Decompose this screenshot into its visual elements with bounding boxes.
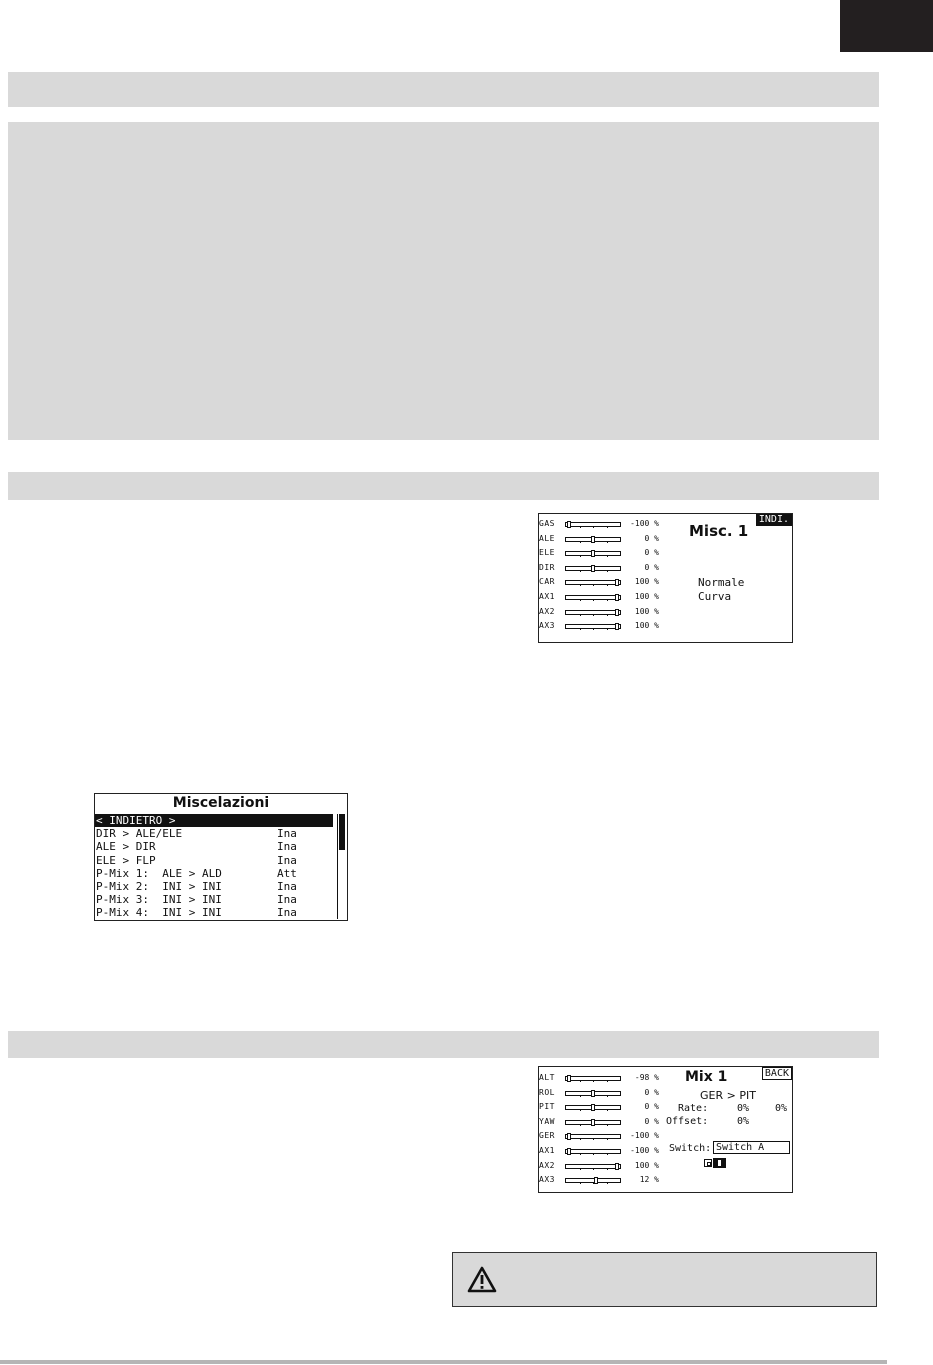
- mix-screen: [538, 1066, 793, 1193]
- rate-value-1[interactable]: 0%: [737, 1103, 750, 1114]
- bar-tick: [593, 1153, 594, 1155]
- channel-value: -98 %: [634, 1073, 659, 1082]
- bar-tick: [580, 570, 581, 572]
- warning-box: [452, 1252, 877, 1307]
- channel-value: 12 %: [639, 1175, 659, 1185]
- mix-state: Ina: [277, 906, 297, 920]
- channel-value: 0 %: [644, 533, 659, 543]
- channel-label: PIT: [539, 1102, 555, 1112]
- monitor-row: [539, 1116, 664, 1128]
- channel-value: 0 %: [644, 548, 659, 558]
- mix-name: DIR > ALE/ELE: [96, 827, 183, 841]
- monitor-row: [539, 1130, 664, 1142]
- scrollbar-thumb[interactable]: [339, 814, 345, 850]
- channel-value: 100 %: [634, 621, 659, 631]
- bar-tick: [607, 584, 608, 586]
- bar-tick: [593, 1168, 594, 1170]
- bar-tick: [607, 1168, 608, 1170]
- mixing-list-item[interactable]: [95, 893, 333, 906]
- position-indicator: [591, 1090, 595, 1097]
- monitor-row: [539, 576, 664, 588]
- channel-bar: [565, 1178, 621, 1183]
- bar-tick: [593, 614, 594, 616]
- channel-value: -100 %: [630, 519, 659, 528]
- bar-tick: [593, 628, 594, 630]
- mix-name: ALE > DIR: [96, 840, 156, 854]
- position-indicator: [615, 623, 619, 630]
- screen-title: Mix 1: [685, 1069, 728, 1085]
- channel-bar: [565, 624, 621, 629]
- switch-select[interactable]: Switch A: [713, 1141, 790, 1154]
- mixing-list-item[interactable]: [95, 840, 333, 853]
- monitor-row: [539, 562, 664, 574]
- chapter-tab: [840, 0, 933, 52]
- offset-value[interactable]: 0%: [737, 1116, 750, 1127]
- channel-value: 100 %: [634, 1160, 659, 1170]
- channel-bar: [565, 1076, 621, 1081]
- bar-tick: [607, 570, 608, 572]
- bar-tick: [580, 1153, 581, 1155]
- monitor-row: [539, 1160, 664, 1172]
- rate-value-2[interactable]: 0%: [775, 1103, 788, 1114]
- switch-position-1-icon: [713, 1158, 726, 1168]
- menu-title: Miscelazioni: [172, 795, 270, 811]
- monitor-row: [539, 1087, 664, 1099]
- position-indicator: [591, 550, 595, 557]
- mix-state: Ina: [277, 853, 297, 867]
- mixing-list-item[interactable]: [95, 814, 333, 827]
- channel-value: 0 %: [644, 1116, 659, 1126]
- bar-tick: [580, 599, 581, 601]
- position-indicator: [567, 1133, 571, 1140]
- channel-bar: [565, 537, 621, 542]
- bar-tick: [607, 1182, 608, 1184]
- mix-name: P-Mix 4: INI > INI: [96, 906, 222, 920]
- channel-label: CAR: [539, 577, 555, 587]
- mix-name: P-Mix 1: ALE > ALD: [96, 866, 222, 880]
- channel-bar: [565, 1120, 621, 1125]
- bar-tick: [580, 628, 581, 630]
- channel-value: 0 %: [644, 1087, 659, 1097]
- position-indicator: [567, 521, 571, 528]
- monitor-row: [539, 1145, 664, 1157]
- back-button[interactable]: BACK: [762, 1067, 792, 1080]
- monitor-row: [539, 606, 664, 618]
- misc-screen: [538, 513, 793, 643]
- mixing-list: [95, 814, 347, 920]
- mixing-menu-screen: [94, 793, 348, 921]
- position-indicator: [615, 1163, 619, 1170]
- channel-label: GAS: [539, 519, 555, 528]
- channel-value: 100 %: [634, 577, 659, 587]
- position-indicator: [615, 579, 619, 586]
- channel-bar: [565, 522, 621, 527]
- section-header-band: [8, 1031, 879, 1058]
- channel-monitor: [539, 1072, 664, 1188]
- bar-tick: [593, 584, 594, 586]
- channel-bar: [565, 551, 621, 556]
- monitor-row: [539, 1101, 664, 1113]
- channel-label: AX2: [539, 606, 555, 616]
- warning-triangle-icon: [467, 1266, 497, 1293]
- channel-label: AX3: [539, 621, 555, 631]
- bar-tick: [607, 555, 608, 557]
- position-indicator: [591, 1104, 595, 1111]
- channel-value: -100 %: [630, 1131, 659, 1141]
- channel-label: ALT: [539, 1073, 555, 1082]
- bar-tick: [607, 541, 608, 543]
- channel-value: 100 %: [634, 592, 659, 601]
- mix-state: Ina: [277, 827, 297, 841]
- channel-bar: [565, 566, 621, 571]
- bar-tick: [580, 584, 581, 586]
- channel-label: ELE: [539, 548, 555, 558]
- bar-tick: [580, 1182, 581, 1184]
- mix-state: Ina: [277, 840, 297, 854]
- bar-tick: [580, 1095, 581, 1097]
- switch-position-0-icon: [704, 1159, 712, 1167]
- bar-tick: [607, 628, 608, 630]
- channel-value: 100 %: [634, 606, 659, 616]
- bar-tick: [607, 1138, 608, 1140]
- mix-name: < INDIETRO >: [96, 814, 176, 827]
- position-indicator: [591, 565, 595, 572]
- position-indicator: [591, 1119, 595, 1126]
- bar-tick: [593, 1080, 594, 1082]
- bar-tick: [593, 1138, 594, 1140]
- mixing-list-item[interactable]: [95, 854, 333, 867]
- section-header-band: [8, 72, 879, 107]
- position-indicator: [591, 536, 595, 543]
- bar-tick: [580, 1168, 581, 1170]
- bar-tick: [580, 614, 581, 616]
- bar-tick: [580, 1080, 581, 1082]
- back-button[interactable]: INDI.: [756, 514, 792, 526]
- channel-label: GER: [539, 1131, 555, 1141]
- bar-tick: [607, 1080, 608, 1082]
- channel-bar: [565, 610, 621, 615]
- mix-name: ELE > FLP: [96, 853, 156, 867]
- channel-bar: [565, 1164, 621, 1169]
- position-indicator: [615, 609, 619, 616]
- bar-tick: [607, 1095, 608, 1097]
- channel-label: AX2: [539, 1160, 555, 1170]
- position-indicator: [567, 1075, 571, 1082]
- position-indicator: [594, 1177, 598, 1184]
- mix-name: P-Mix 3: INI > INI: [96, 893, 222, 907]
- bar-tick: [580, 1138, 581, 1140]
- mix-state: Att: [277, 866, 297, 880]
- bar-tick: [580, 541, 581, 543]
- bar-tick: [593, 526, 594, 528]
- mix-state: Ina: [277, 880, 297, 893]
- mixing-list-item[interactable]: [95, 867, 333, 880]
- position-indicator: [567, 1148, 571, 1155]
- rate-label: Rate:: [678, 1103, 709, 1114]
- channel-bar: [565, 1091, 621, 1096]
- channel-value: 0 %: [644, 562, 659, 572]
- bar-tick: [607, 599, 608, 601]
- bar-tick: [607, 1124, 608, 1126]
- channel-bar: [565, 1149, 621, 1154]
- channel-label: DIR: [539, 562, 555, 572]
- position-indicator: [615, 594, 619, 601]
- mixing-list-item[interactable]: [95, 827, 333, 840]
- channel-bar: [565, 1105, 621, 1110]
- monitor-row: [539, 1174, 664, 1186]
- bar-tick: [607, 1109, 608, 1111]
- mix-state: Ina: [277, 893, 297, 907]
- bar-tick: [607, 614, 608, 616]
- note-box: [8, 122, 879, 440]
- channel-label: ALE: [539, 533, 555, 543]
- channel-value: 0 %: [644, 1102, 659, 1112]
- mix-name[interactable]: GER > PIT: [700, 1089, 756, 1102]
- curve-label: Curva: [698, 590, 732, 603]
- scrollbar[interactable]: [337, 814, 346, 919]
- channel-label: YAW: [539, 1116, 555, 1126]
- switch-label: Switch:: [669, 1143, 712, 1154]
- channel-label: AX1: [539, 592, 555, 601]
- bar-tick: [580, 1124, 581, 1126]
- channel-bar: [565, 1134, 621, 1139]
- channel-bar: [565, 595, 621, 600]
- bar-tick: [580, 555, 581, 557]
- screen-title: Misc. 1: [689, 522, 749, 540]
- channel-bar: [565, 580, 621, 585]
- bar-tick: [607, 526, 608, 528]
- bar-tick: [580, 526, 581, 528]
- footer-rule: [0, 1360, 887, 1364]
- bar-tick: [593, 599, 594, 601]
- flight-mode-label: Normale: [698, 576, 745, 589]
- monitor-row: [539, 547, 664, 559]
- channel-value: -100 %: [630, 1146, 659, 1155]
- monitor-row: [539, 533, 664, 545]
- monitor-row: [539, 591, 664, 603]
- mix-name: P-Mix 2: INI > INI: [96, 880, 222, 893]
- section-header-band: [8, 472, 879, 500]
- channel-monitor: [539, 518, 664, 638]
- bar-tick: [580, 1109, 581, 1111]
- monitor-row: [539, 620, 664, 632]
- bar-tick: [607, 1153, 608, 1155]
- channel-label: AX1: [539, 1146, 555, 1155]
- mixing-list-item[interactable]: [95, 906, 333, 919]
- channel-label: ROL: [539, 1087, 555, 1097]
- channel-label: AX3: [539, 1175, 555, 1185]
- monitor-row: [539, 518, 664, 530]
- offset-label: Offset:: [666, 1116, 709, 1127]
- monitor-row: [539, 1072, 664, 1084]
- mixing-list-item[interactable]: [95, 880, 333, 893]
